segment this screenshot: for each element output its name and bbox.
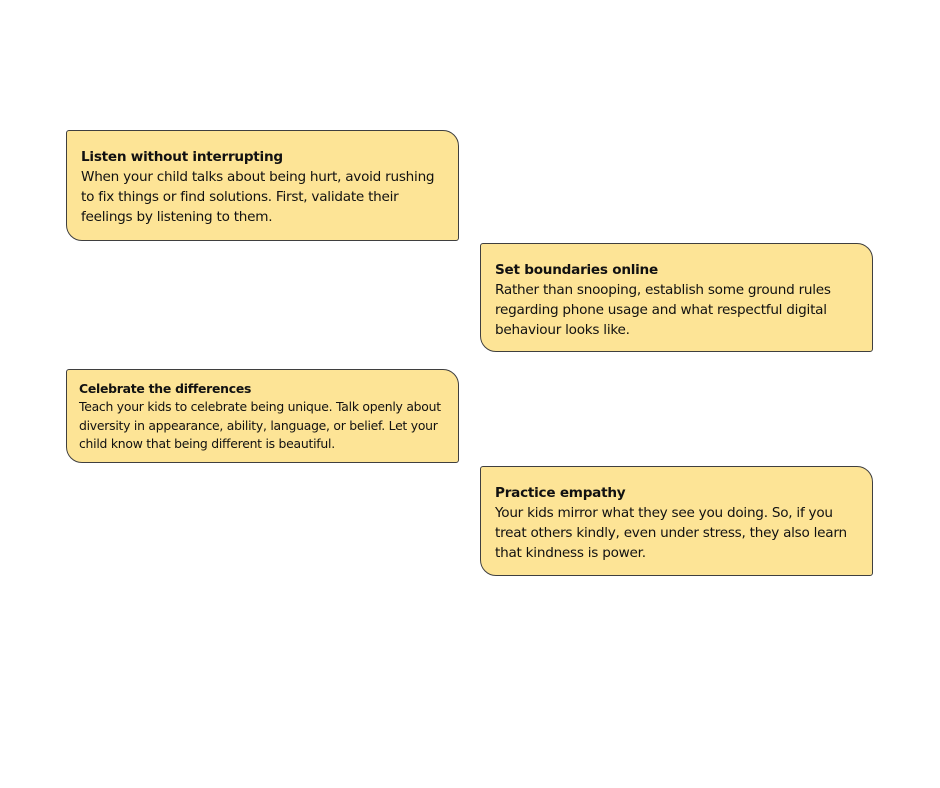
tip-card-body: Teach your kids to celebrate being unique. Talk openly about diversity in appearance, ability, language, or belief. Let your child know that being different is beautiful. [79, 399, 441, 452]
tip-card-title: Set boundaries online [495, 262, 658, 278]
tip-card-title: Celebrate the differences [79, 381, 252, 396]
tip-card-body: Rather than snooping, establish some ground rules regarding phone usage and what respectful digital behaviour looks like. [495, 282, 831, 338]
tip-card-body: When your child talks about being hurt, avoid rushing to fix things or find solutions. First, validate their feelings by listening to them. [81, 169, 435, 225]
tip-card-differences [66, 369, 459, 463]
tip-card-body: Your kids mirror what they see you doing. So, if you treat others kindly, even under stress, they also learn that kindness is power. [495, 505, 847, 561]
tip-card-boundaries [480, 243, 873, 352]
tip-card-listen [66, 130, 459, 241]
tip-card-title: Listen without interrupting [81, 149, 283, 165]
tip-card-empathy [480, 466, 873, 576]
tip-card-title: Practice empathy [495, 485, 626, 501]
